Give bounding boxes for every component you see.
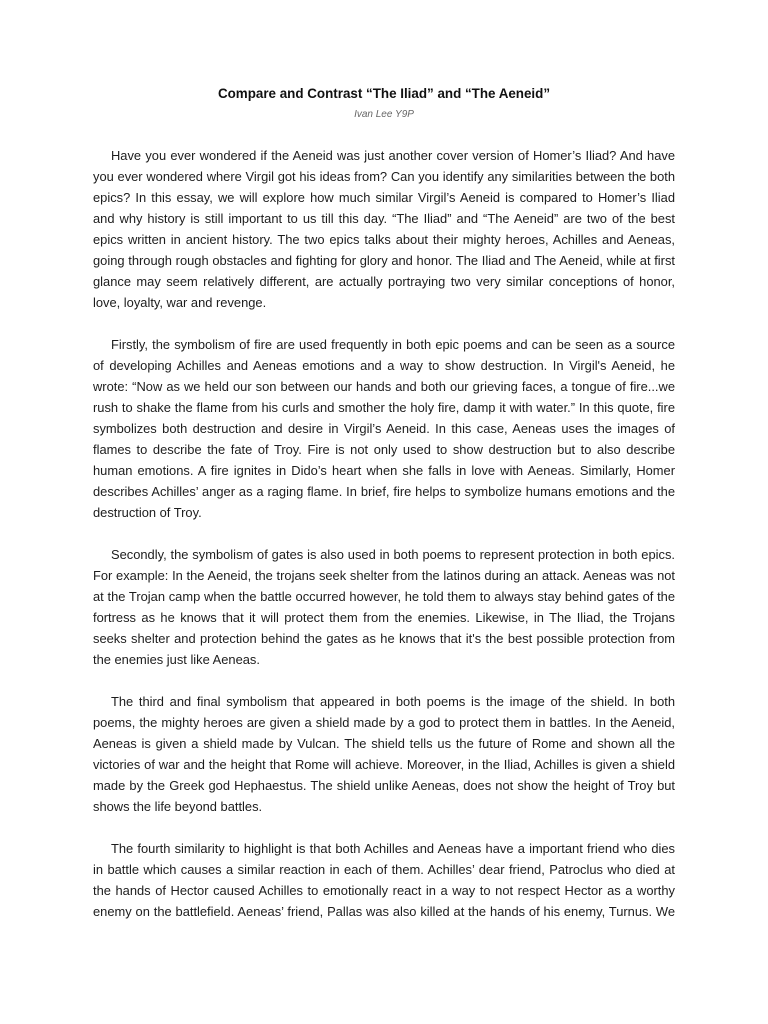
essay-paragraph <box>93 544 675 670</box>
paragraph-line: The third and final symbolism that appeared in both poems is the image of the shield. In both <box>111 694 675 709</box>
paragraph-line: and why history is still important to us till this day. “The Iliad” and “The Aeneid” are two of the best <box>93 211 675 226</box>
paragraph-line: of developing Achilles and Aeneas emotions and a way to show destruction. In Virgil's Aeneid, he <box>93 358 675 373</box>
paragraph-line: seeks shelter and protection behind the gates as he knows that it's the best possible protection from <box>93 631 675 646</box>
paragraph-line: symbolizes both destruction and desire in Virgil’s Aeneid. In this case, Aeneas uses the images of <box>93 421 675 436</box>
paragraph-line: Secondly, the symbolism of gates is also used in both poems to represent protection in both epics. <box>111 547 675 562</box>
essay-body <box>93 145 675 943</box>
paragraph-line: glance may seem relatively different, are actually portraying two very similar conceptions of honor, <box>93 274 675 289</box>
paragraph-line: fortress as he knows that it will protect them from the enemies. Likewise, in The Iliad, the Trojans <box>93 610 675 625</box>
document-author: Ivan Lee Y9P <box>354 109 414 120</box>
paragraph-line: you ever wondered where Virgil got his ideas from? Can you identify any similarities between the both <box>93 169 675 184</box>
paragraph-line: going through rough obstacles and fighting for glory and honor. The Iliad and The Aeneid, while at first <box>93 253 675 268</box>
essay-paragraph <box>93 334 675 523</box>
paragraph-line: Aeneas is given a shield made by Vulcan. The shield tells us the future of Rome and shown all the <box>93 736 675 751</box>
essay-paragraph <box>93 145 675 313</box>
paragraph-line: human emotions. A fire ignites in Dido’s heart when she falls in love with Aeneas. Similarly, Homer <box>93 463 675 478</box>
paragraph-line: in battle which causes a similar reaction in each of them. Achilles’ dear friend, Patroclus who died at <box>93 862 675 877</box>
paragraph-line: wrote: “Now as we held our son between our hands and both our grieving faces, a tongue of fire...we <box>93 379 675 394</box>
paragraph-line: Have you ever wondered if the Aeneid was just another cover version of Homer’s Iliad? And have <box>111 148 675 163</box>
paragraph-line: rush to shake the flame from his curls and smother the holy fire, damp it with water.” In this quote, fire <box>93 400 675 415</box>
paragraph-line: Firstly, the symbolism of fire are used frequently in both epic poems and can be seen as a source <box>111 337 675 352</box>
paragraph-line: The fourth similarity to highlight is that both Achilles and Aeneas have a important friend who dies <box>111 841 675 856</box>
paragraph-line: enemy on the battlefield. Aeneas’ friend, Pallas was also killed at the hands of his enemy, Turnus. We <box>93 904 675 919</box>
document-title: Compare and Contrast “The Iliad” and “The Aeneid” <box>217 86 551 101</box>
paragraph-line: destruction of Troy. <box>93 505 202 520</box>
paragraph-line: love, loyalty, war and revenge. <box>93 295 267 310</box>
paragraph-line: the enemies just like Aeneas. <box>93 652 260 667</box>
essay-paragraph <box>93 838 675 922</box>
paragraph-line: flames to describe the fate of Troy. Fire is not only used to show destruction but to also describe <box>93 442 675 457</box>
paragraph-line: made by the Greek god Hephaestus. The shield unlike Aeneas, does not show the height of Troy but <box>93 778 675 793</box>
paragraph-line: shows the life beyond battles. <box>93 799 263 814</box>
paragraph-line: the hands of Hector caused Achilles to emotionally react in a way to not respect Hector as a worthy <box>93 883 675 898</box>
paragraph-line: describes Achilles’ anger as a raging flame. In brief, fire helps to symbolize humans emotions and the <box>93 484 675 499</box>
paragraph-line: at the Trojan camp when the battle occurred however, he told them to always stay behind gates of the <box>93 589 675 604</box>
paragraph-line: For example: In the Aeneid, the trojans seek shelter from the latinos during an attack. Aeneas was not <box>93 568 675 583</box>
essay-paragraph <box>93 691 675 817</box>
paragraph-line: epics written in ancient history. The two epics talks about their mighty heroes, Achilles and Aeneas, <box>93 232 675 247</box>
paragraph-line: victories of war and the height that Rome will achieve. Moreover, in the Iliad, Achilles is given a shield <box>93 757 675 772</box>
paragraph-line: poems, the mighty heroes are given a shield made by a god to protect them in battles. In the Aeneid, <box>93 715 675 730</box>
paragraph-line: epics? In this essay, we will explore how much similar Virgil’s Aeneid is compared to Homer’s Iliad <box>93 190 675 205</box>
